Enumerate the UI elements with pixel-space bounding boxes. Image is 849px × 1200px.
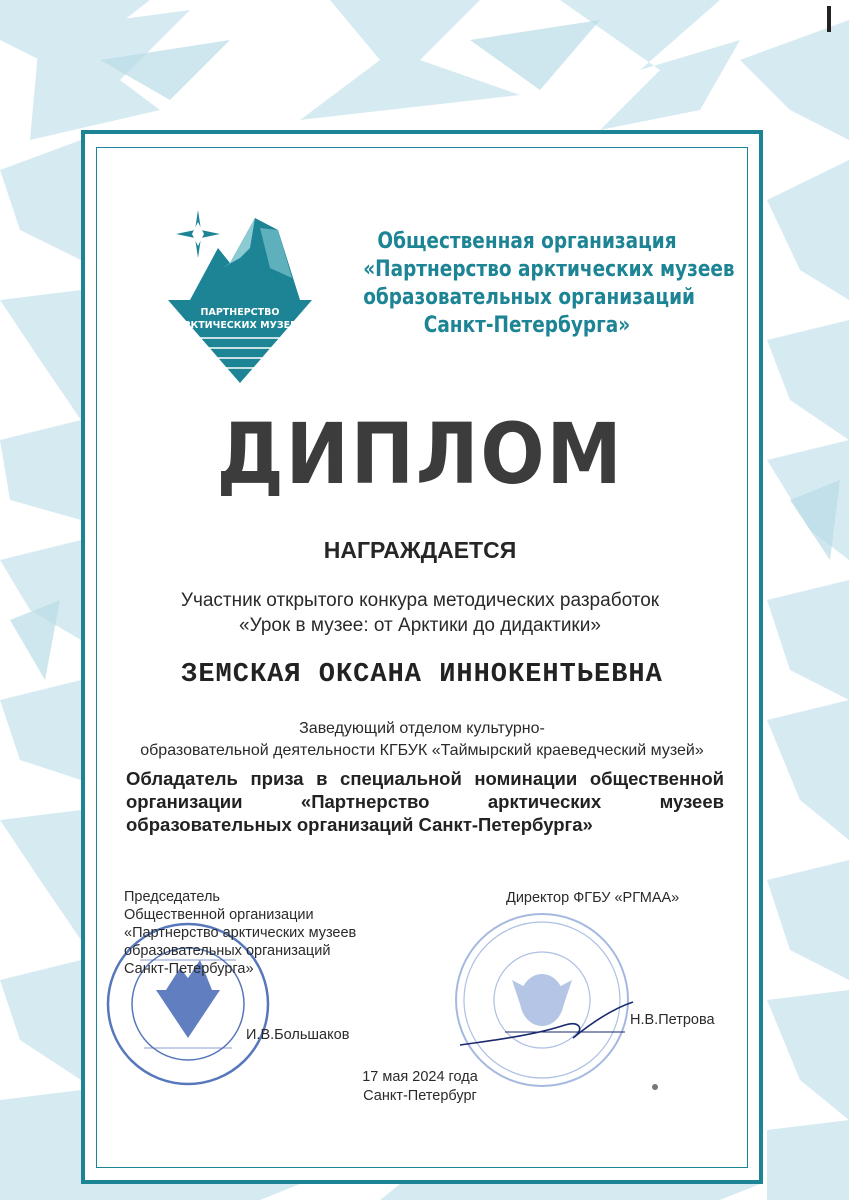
organization-line: образовательных организаций <box>363 285 695 310</box>
left-signatory <box>124 888 384 1044</box>
prize-text: Обладатель приза в специальной номинации общественной организации «Партнерство арктических музеев образовательных организаций Санкт-Петербурга» <box>126 768 724 835</box>
recipient-name: ЗЕМСКАЯ ОКСАНА ИННОКЕНТЬЕВНА <box>181 660 663 690</box>
position-line: Заведующий отделом культурно- <box>299 720 545 737</box>
svg-text:ПАРТНЕРСТВО: ПАРТНЕРСТВО <box>200 307 280 318</box>
left-signatory-line: Санкт-Петербурга» <box>124 961 254 977</box>
organization-logo <box>160 208 322 386</box>
contest-line: «Урок в музее: от Арктики до дидактики» <box>239 615 601 636</box>
compass-star-icon <box>176 210 220 258</box>
director-signature <box>455 990 635 1060</box>
organization-name <box>363 228 735 340</box>
issue-place: Санкт-Петербург <box>363 1088 477 1104</box>
organization-line: Санкт-Петербурга» <box>423 313 631 338</box>
position-line: образовательной деятельности КГБУК «Таймырский краеведческий музей» <box>140 742 704 759</box>
contest-line: Участник открытого конкура методических разработок <box>180 590 660 611</box>
diploma-title: ДИПЛОМ <box>216 405 624 503</box>
right-signatory-name: Н.В.Петрова <box>630 1012 715 1028</box>
awarded-heading: НАГРАЖДАЕТСЯ <box>323 537 517 563</box>
right-signatory-title: Директор ФГБУ «РГМАА» <box>506 890 680 906</box>
contest-description <box>120 588 720 638</box>
left-signatory-name: И.В.Большаков <box>246 1027 350 1043</box>
organization-line: Общественная организация <box>377 229 677 254</box>
organization-line: «Партнерство арктических музеев <box>363 257 735 282</box>
left-signatory-line: образовательных организаций <box>124 943 331 959</box>
svg-text:АРКТИЧЕСКИХ МУЗЕЕВ: АРКТИЧЕСКИХ МУЗЕЕВ <box>176 320 304 331</box>
left-signatory-line: «Партнерство арктических музеев <box>124 925 357 941</box>
issue-date: 17 мая 2024 года <box>362 1069 478 1085</box>
scan-mark <box>827 6 831 32</box>
recipient-position <box>110 718 734 762</box>
date-place <box>330 1068 510 1106</box>
left-signatory-line: Общественной организации <box>124 907 314 923</box>
left-signatory-line: Председатель <box>124 889 220 905</box>
ink-dot <box>652 1084 658 1090</box>
